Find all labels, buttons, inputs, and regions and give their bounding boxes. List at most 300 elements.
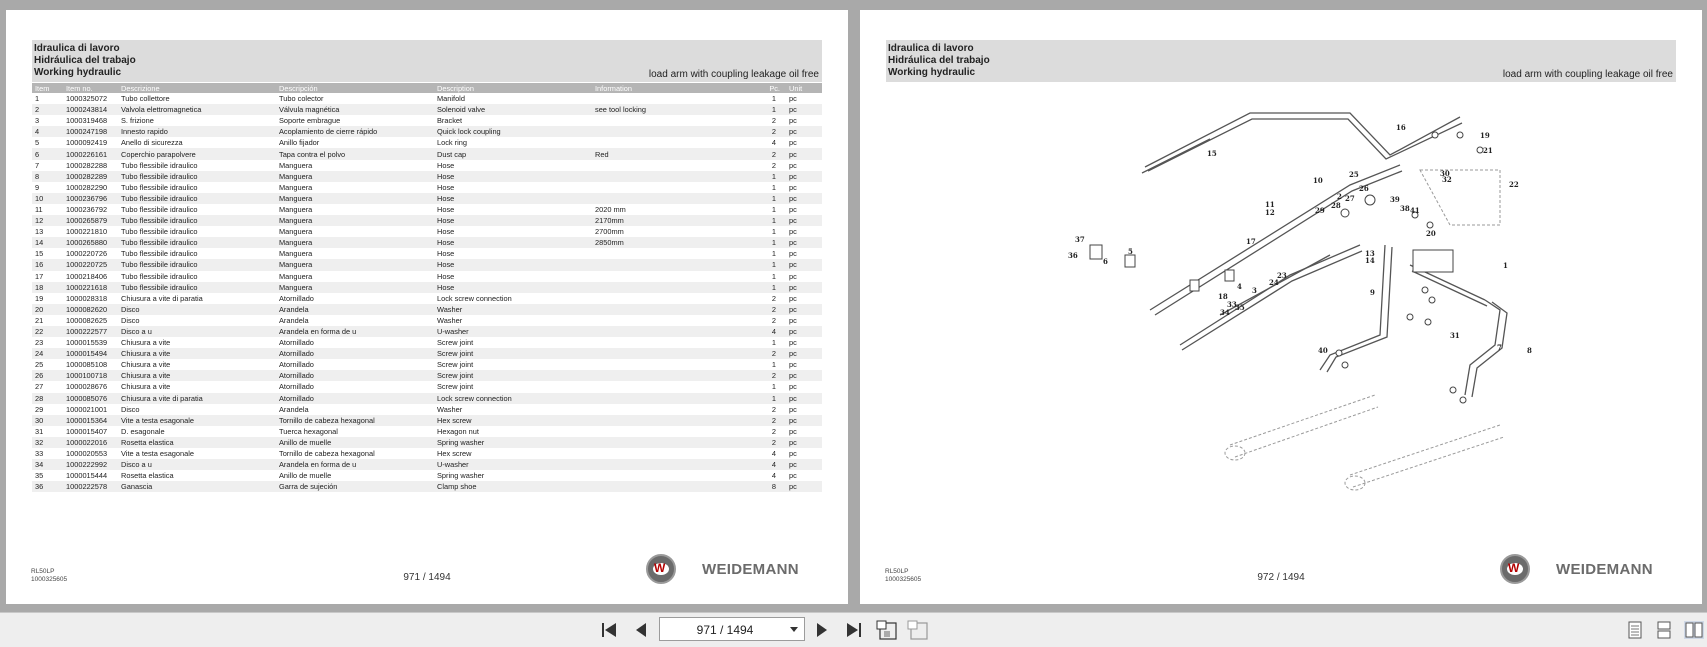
cell-description-es: Manguera xyxy=(279,249,313,259)
cell-pc: 4 xyxy=(752,326,786,337)
cell-item-no: 1000020553 xyxy=(66,449,108,459)
cell-information: Red xyxy=(592,148,752,159)
cell-description-it: Disco xyxy=(121,315,140,325)
cell-unit: pc xyxy=(786,104,822,115)
cell-unit: pc xyxy=(789,271,797,281)
table-row xyxy=(32,426,822,437)
callout-label: 39 xyxy=(1390,195,1400,204)
cell-unit: pc xyxy=(786,126,822,137)
cell-item-no: 1000218406 xyxy=(66,271,108,281)
table-row xyxy=(32,148,822,159)
cell-item: 33 xyxy=(35,449,44,459)
cell-item-no: 1000082625 xyxy=(66,315,108,325)
cell-item: 27 xyxy=(35,382,44,392)
cell-item-no: 1000243814 xyxy=(63,104,118,115)
cell-pc: 2 xyxy=(752,348,786,359)
cell-description-en: Bracket xyxy=(437,116,463,126)
cell-description-en: Hose xyxy=(437,271,455,281)
cell-unit: pc xyxy=(786,282,822,293)
cell-item: 30 xyxy=(32,415,63,426)
cell-unit: pc xyxy=(789,138,797,148)
cell-pc: 2 xyxy=(752,126,786,137)
callout-label: 7 xyxy=(1497,343,1502,352)
cell-pc: 1 xyxy=(752,237,786,248)
callout-label: 13 xyxy=(1365,249,1375,258)
cell-information: 2850mm xyxy=(592,237,752,248)
cell-item: 4 xyxy=(32,126,63,137)
cell-item: 34 xyxy=(32,459,63,470)
col-header-description-es: Descripción xyxy=(276,83,434,93)
cell-item-no: 1000226161 xyxy=(63,148,118,159)
cell-unit: pc xyxy=(789,293,797,303)
cell-description-it: Tubo collettore xyxy=(121,94,170,104)
cell-item: 23 xyxy=(35,338,44,348)
cell-description-es: Manguera xyxy=(276,215,434,226)
callout-label: 27 xyxy=(1345,194,1355,203)
cell-description-it: Chiusura a vite xyxy=(121,382,171,392)
cell-item-no: 1000222578 xyxy=(63,481,118,492)
title-english: Working hydraulic xyxy=(888,67,976,78)
callout-label: 24 xyxy=(1269,278,1279,287)
cell-description-en: Clamp shoe xyxy=(434,481,592,492)
page-number-input[interactable] xyxy=(659,617,805,641)
cell-description-es: Válvula magnética xyxy=(276,104,434,115)
cell-item: 21 xyxy=(35,315,44,325)
weidemann-emblem-icon: W xyxy=(1500,554,1530,584)
cell-item: 24 xyxy=(32,348,63,359)
cell-description-en: Solenoid valve xyxy=(434,104,592,115)
weidemann-logo xyxy=(1500,553,1678,589)
cell-information xyxy=(592,259,752,270)
cell-description-en: Washer xyxy=(437,315,463,325)
cell-item-no: 1000247198 xyxy=(63,126,118,137)
cell-description-en: Washer xyxy=(434,304,592,315)
cell-description-en: Screw joint xyxy=(434,348,592,359)
cell-item: 25 xyxy=(35,360,44,370)
cell-description-en: Dust cap xyxy=(434,148,592,159)
col-header-unit: Unit xyxy=(786,83,822,93)
cell-information xyxy=(592,126,752,137)
fit-page-button[interactable] xyxy=(876,619,898,641)
cell-information xyxy=(592,282,752,293)
callout-label: 26 xyxy=(1359,184,1369,193)
table-row xyxy=(32,204,822,215)
cell-description-en: U-washer xyxy=(434,326,592,337)
weidemann-emblem-icon: W xyxy=(646,554,676,584)
cell-unit: pc xyxy=(789,116,797,126)
previous-page-button[interactable] xyxy=(630,619,652,641)
callout-label: 25 xyxy=(1349,170,1359,179)
cell-description-es: Manguera xyxy=(276,171,434,182)
table-row xyxy=(32,370,822,381)
cell-description-en: Lock screw connection xyxy=(434,393,592,404)
cell-item: 20 xyxy=(32,304,63,315)
cell-unit: pc xyxy=(786,348,822,359)
table-row xyxy=(32,193,822,204)
cell-pc: 1 xyxy=(771,382,776,392)
cell-item-no: 1000100718 xyxy=(63,370,118,381)
table-row xyxy=(32,459,822,470)
col-header-item-no: Item no. xyxy=(63,83,118,93)
callout-label: 12 xyxy=(1265,208,1275,217)
cell-description-es: Tornillo de cabeza hexagonal xyxy=(276,415,434,426)
table-row xyxy=(32,226,822,237)
table-row xyxy=(32,137,822,148)
title-spanish: Hidráulica del trabajo xyxy=(888,55,990,66)
cell-pc: 1 xyxy=(771,94,776,104)
cell-description-it: Tubo flessibile idraulico xyxy=(121,182,198,192)
cell-item-no: 1000015444 xyxy=(66,471,108,481)
cell-description-it: Innesto rapido xyxy=(118,126,276,137)
callout-label: 10 xyxy=(1313,176,1323,185)
cell-item-no: 1000282288 xyxy=(66,160,108,170)
callout-label: 14 xyxy=(1365,256,1375,265)
cell-unit: pc xyxy=(789,382,797,392)
col-header-item: Item xyxy=(32,83,63,93)
cell-unit: pc xyxy=(789,160,797,170)
weidemann-logo xyxy=(646,553,824,589)
cell-description-es: Anillo de muelle xyxy=(279,471,332,481)
cell-information xyxy=(592,459,752,470)
callout-label: 5 xyxy=(1128,247,1133,256)
cell-pc: 1 xyxy=(752,104,786,115)
cell-description-en: Hexagon nut xyxy=(437,426,479,436)
col-header-pc: Pc. xyxy=(752,83,786,93)
cell-information xyxy=(592,293,752,304)
table-row xyxy=(32,337,822,348)
table-row xyxy=(32,259,822,270)
cell-item-no: 1000015539 xyxy=(66,338,108,348)
cell-item-no: 1000325072 xyxy=(66,94,108,104)
fittings xyxy=(1090,132,1483,403)
callout-label: 31 xyxy=(1450,331,1460,340)
cell-information: see tool locking xyxy=(592,104,752,115)
cell-information xyxy=(592,359,752,370)
cell-item: 29 xyxy=(35,404,44,414)
cell-unit: pc xyxy=(786,304,822,315)
cell-unit: pc xyxy=(789,360,797,370)
cell-pc: 1 xyxy=(752,259,786,270)
cell-unit: pc xyxy=(786,259,822,270)
cell-item: 7 xyxy=(35,160,40,170)
callout-label: 16 xyxy=(1396,123,1406,132)
cell-pc: 1 xyxy=(771,227,776,237)
cell-description-it: Disco xyxy=(118,304,276,315)
cell-pc: 4 xyxy=(752,459,786,470)
cell-unit: pc xyxy=(786,393,822,404)
viewer-toolbar xyxy=(0,612,1707,647)
cell-description-en: Hose xyxy=(437,204,455,214)
cell-description-es: Garra de sujeción xyxy=(276,481,434,492)
cell-description-en: Screw joint xyxy=(437,360,474,370)
model-name: RL50LP xyxy=(31,568,55,575)
table-row xyxy=(32,248,822,259)
cell-description-it: Chiusura a vite xyxy=(118,370,276,381)
cell-pc: 2 xyxy=(771,160,776,170)
cell-description-it: Tubo flessibile idraulico xyxy=(121,271,198,281)
table-row xyxy=(32,470,822,481)
cell-information xyxy=(592,393,752,404)
cell-unit: pc xyxy=(789,471,797,481)
callout-label: 32 xyxy=(1442,175,1452,184)
callout-label: 28 xyxy=(1331,201,1341,210)
cell-description-es: Atornillado xyxy=(276,370,434,381)
cell-information xyxy=(592,437,752,448)
cell-unit: pc xyxy=(789,404,797,414)
table-row xyxy=(32,348,822,359)
cell-information xyxy=(592,271,752,282)
cell-item-no: 1000220725 xyxy=(63,259,118,270)
title-italian: Idraulica di lavoro xyxy=(34,43,120,54)
cell-unit: pc xyxy=(786,326,822,337)
cell-pc: 1 xyxy=(752,282,786,293)
continuous-view-icon xyxy=(1656,621,1672,639)
cell-item-no: 1000319468 xyxy=(66,116,108,126)
last-page-icon xyxy=(845,622,863,638)
cell-description-it: Tubo flessibile idraulico xyxy=(121,204,198,214)
cell-information xyxy=(592,193,752,204)
cell-description-es: Tapa contra el polvo xyxy=(276,148,434,159)
cell-item: 22 xyxy=(32,326,63,337)
cell-pc: 1 xyxy=(771,182,776,192)
cell-description-it: Chiusura a vite xyxy=(121,360,171,370)
cell-description-es: Atornillado xyxy=(276,348,434,359)
cell-description-en: Washer xyxy=(437,404,463,414)
cell-description-it: Disco a u xyxy=(118,459,276,470)
table-row xyxy=(32,93,822,104)
cell-description-es: Soporte embrague xyxy=(279,116,341,126)
cell-description-it: Tubo flessibile idraulico xyxy=(118,237,276,248)
cell-description-it: Chiusura a vite di paratia xyxy=(118,393,276,404)
cell-item-no: 1000282290 xyxy=(66,182,108,192)
cell-information xyxy=(592,326,752,337)
cell-item: 35 xyxy=(35,471,44,481)
callout-label: 17 xyxy=(1246,237,1256,246)
cell-description-en: Spring washer xyxy=(434,437,592,448)
cell-description-en: Screw joint xyxy=(437,382,474,392)
cell-description-it: Disco a u xyxy=(118,326,276,337)
cell-description-es: Atornillado xyxy=(279,360,314,370)
cell-item-no: 1000265879 xyxy=(63,215,118,226)
page-number-value: 971 / 1494 xyxy=(696,623,754,637)
cell-information xyxy=(592,381,752,392)
cell-information xyxy=(592,115,752,126)
callout-label: 23 xyxy=(1277,271,1287,280)
cell-unit: pc xyxy=(789,249,797,259)
cell-pc: 4 xyxy=(771,471,776,481)
first-page-icon xyxy=(600,622,618,638)
cell-item-no: 1000028676 xyxy=(66,382,108,392)
cell-unit: pc xyxy=(786,237,822,248)
single-page-view-button[interactable] xyxy=(1624,619,1646,641)
cell-information xyxy=(592,481,752,492)
cell-pc: 1 xyxy=(771,249,776,259)
cell-description-en: Hex screw xyxy=(434,415,592,426)
cell-item-no: 1000222992 xyxy=(63,459,118,470)
cell-description-en: Hose xyxy=(434,193,592,204)
cell-item: 36 xyxy=(32,481,63,492)
cell-unit: pc xyxy=(786,481,822,492)
cell-description-en: Spring washer xyxy=(437,471,485,481)
cell-item: 16 xyxy=(32,259,63,270)
prev-page-icon xyxy=(634,622,648,638)
cell-description-en: Screw joint xyxy=(434,370,592,381)
cylinders xyxy=(1225,170,1504,490)
cell-information xyxy=(592,448,752,459)
model-name: RL50LP xyxy=(885,568,909,575)
callout-label: 9 xyxy=(1370,288,1375,297)
cell-description-es: Manguera xyxy=(279,271,313,281)
callout-label: 36 xyxy=(1068,251,1078,260)
table-row xyxy=(32,182,822,193)
cell-description-es: Tornillo de cabeza hexagonal xyxy=(279,449,375,459)
table-row xyxy=(32,271,822,282)
cell-information xyxy=(592,304,752,315)
cell-description-es: Arandela xyxy=(279,315,309,325)
cell-pc: 2 xyxy=(752,304,786,315)
next-page-button[interactable] xyxy=(811,619,833,641)
cell-item-no: 1000222577 xyxy=(63,326,118,337)
table-row xyxy=(32,237,822,248)
table-row xyxy=(32,415,822,426)
cell-pc: 1 xyxy=(771,271,776,281)
exploded-parts-diagram xyxy=(1030,95,1530,535)
cell-item-no: 1000085076 xyxy=(63,393,118,404)
cell-description-it: Chiusura a vite di paratia xyxy=(121,293,203,303)
brand-wordmark: WEIDEMANN xyxy=(702,561,799,578)
table-row xyxy=(32,393,822,404)
cell-description-es: Tubo colector xyxy=(279,94,324,104)
table-row xyxy=(32,437,822,448)
cell-description-es: Manguera xyxy=(276,193,434,204)
table-row xyxy=(32,304,822,315)
cell-item-no: 1000015494 xyxy=(63,348,118,359)
cell-description-en: U-washer xyxy=(434,459,592,470)
cell-information xyxy=(592,370,752,381)
cell-description-en: Hose xyxy=(437,160,455,170)
cell-item: 14 xyxy=(32,237,63,248)
cell-unit: pc xyxy=(789,204,797,214)
callout-label: 6 xyxy=(1103,257,1108,266)
cell-description-es: Anillo de muelle xyxy=(276,437,434,448)
cell-description-en: Hose xyxy=(437,227,455,237)
cell-pc: 4 xyxy=(771,138,776,148)
cell-information: 2170mm xyxy=(592,215,752,226)
callout-label: 15 xyxy=(1207,149,1217,158)
cell-description-it: Tubo flessibile idraulico xyxy=(118,282,276,293)
table-row xyxy=(32,481,822,492)
two-page-view-icon xyxy=(1684,621,1704,639)
cell-description-es: Anillo fijador xyxy=(279,138,320,148)
cell-pc: 8 xyxy=(752,481,786,492)
cell-description-it: D. esagonale xyxy=(121,426,165,436)
callout-label: 19 xyxy=(1480,131,1490,140)
cell-item: 5 xyxy=(35,138,40,148)
cell-description-it: S. frizione xyxy=(121,116,154,126)
cell-pc: 2 xyxy=(771,426,776,436)
cell-item: 2 xyxy=(32,104,63,115)
page-number: 971 / 1494 xyxy=(403,572,451,583)
cell-information xyxy=(592,160,752,171)
cell-item: 12 xyxy=(32,215,63,226)
fit-width-icon xyxy=(907,620,929,640)
cell-description-en: Hex screw xyxy=(437,449,472,459)
cell-item: 6 xyxy=(32,148,63,159)
document-page-right xyxy=(860,10,1702,604)
parts-table xyxy=(32,83,822,492)
cell-item: 10 xyxy=(32,193,63,204)
callout-label: 37 xyxy=(1075,235,1085,244)
callout-label: 3 xyxy=(1252,286,1257,295)
cell-pc: 2 xyxy=(771,116,776,126)
cell-description-es: Arandela en forma de u xyxy=(276,326,434,337)
two-page-view-button[interactable] xyxy=(1683,619,1705,641)
cell-unit: pc xyxy=(786,415,822,426)
cell-description-en: Lock screw connection xyxy=(437,293,512,303)
cell-item: 3 xyxy=(35,116,40,126)
table-row xyxy=(32,171,822,182)
cell-unit: pc xyxy=(789,338,797,348)
cell-description-es: Atornillado xyxy=(276,393,434,404)
last-page-button[interactable] xyxy=(843,619,865,641)
first-page-button[interactable] xyxy=(598,619,620,641)
callout-label: 18 xyxy=(1218,292,1228,301)
table-row xyxy=(32,282,822,293)
fit-width-button[interactable] xyxy=(907,619,929,641)
cell-description-it: Valvola elettromagnetica xyxy=(118,104,276,115)
cell-unit: pc xyxy=(789,227,797,237)
cell-description-it: Vite a testa esagonale xyxy=(121,449,195,459)
cell-description-es: Manguera xyxy=(279,227,313,237)
cell-information xyxy=(592,415,752,426)
cell-information xyxy=(592,93,752,104)
cell-information xyxy=(592,404,752,415)
cell-item-no: 1000015407 xyxy=(66,426,108,436)
table-row xyxy=(32,404,822,415)
cell-unit: pc xyxy=(786,148,822,159)
callout-label: 40 xyxy=(1318,346,1328,355)
callout-label: 4 xyxy=(1237,282,1242,291)
table-row xyxy=(32,293,822,304)
document-number: 1000325605 xyxy=(31,576,68,583)
cell-description-es: Atornillado xyxy=(279,338,314,348)
cell-unit: pc xyxy=(786,370,822,381)
continuous-view-button[interactable] xyxy=(1653,619,1675,641)
cell-information xyxy=(592,470,752,481)
cell-item-no: 1000236796 xyxy=(63,193,118,204)
cell-unit: pc xyxy=(789,182,797,192)
cell-information xyxy=(592,337,752,348)
cell-description-es: Manguera xyxy=(276,282,434,293)
cell-description-it: Chiusura a vite xyxy=(121,338,171,348)
cell-description-es: Arandela xyxy=(276,304,434,315)
cell-pc: 1 xyxy=(771,338,776,348)
callout-numbers xyxy=(1068,123,1532,355)
table-row xyxy=(32,359,822,370)
cell-information xyxy=(592,315,752,326)
cell-description-it: Ganascia xyxy=(118,481,276,492)
cell-pc: 2 xyxy=(752,437,786,448)
cell-item-no: 1000221618 xyxy=(63,282,118,293)
cell-description-es: Manguera xyxy=(279,204,313,214)
callout-label: 41 xyxy=(1410,206,1420,215)
cell-description-es: Atornillado xyxy=(279,382,314,392)
chevron-down-icon[interactable] xyxy=(790,627,798,632)
cell-unit: pc xyxy=(786,459,822,470)
cell-item-no: 1000028318 xyxy=(66,293,108,303)
cell-pc: 2 xyxy=(752,415,786,426)
cell-description-it: Chiusura a vite xyxy=(118,348,276,359)
